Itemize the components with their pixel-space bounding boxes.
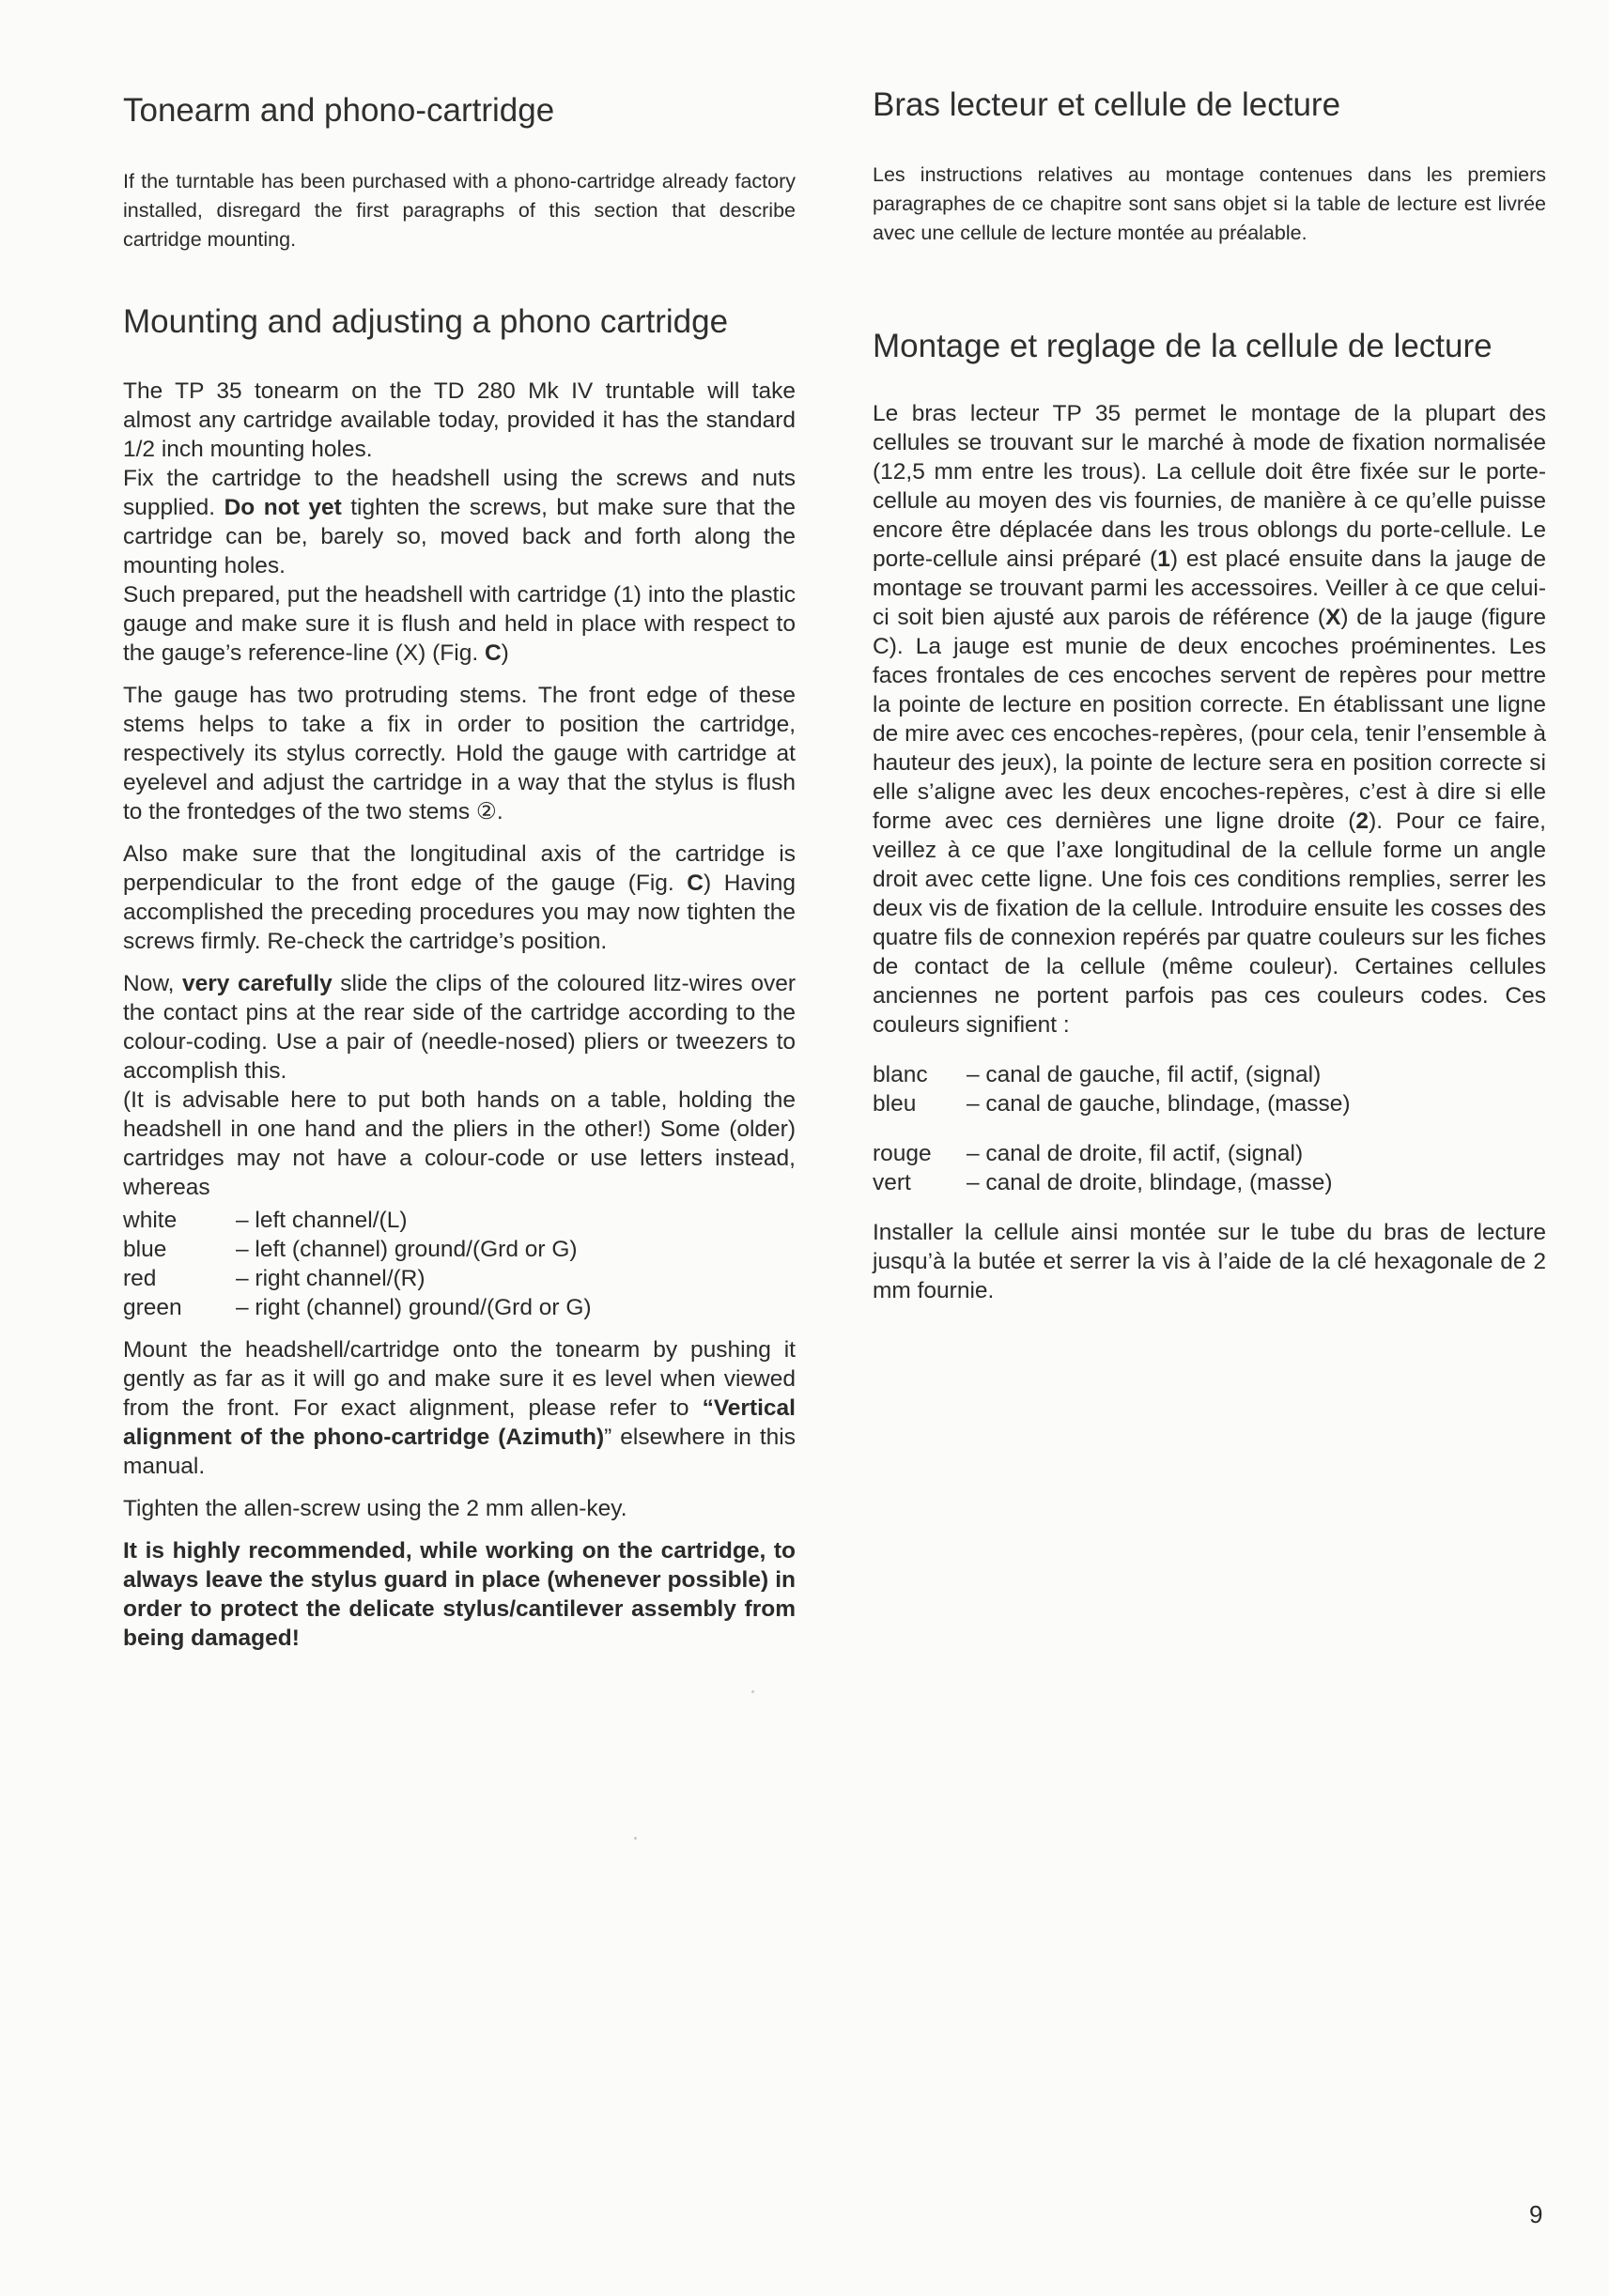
- english-paragraph: Fix the cartridge to the headshell using the screws and nuts supplied. Do not yet tighten the screws, but make sure that the cartridge can be, barely so, moved back and forth along the mounting holes.: [123, 466, 796, 578]
- english-paragraph: Now, very carefully slide the clips of the coloured litz-wires over the contact pins at the rear side of the cartridge according to the colour-coding. Use a pair of (needle-nosed) pliers or tweezers to accomplish this.: [123, 971, 796, 1084]
- english-paragraph: The TP 35 tonearm on the TD 280 Mk IV truntable will take almost any cartridge available today, provided it has the standard 1/2 inch mounting holes.: [123, 378, 796, 462]
- code-meaning: – canal de droite, fil actif, (signal): [967, 1141, 1304, 1166]
- scan-speck: [634, 1837, 637, 1840]
- code-color: red: [123, 1266, 157, 1291]
- english-paragraph: Tighten the allen-screw using the 2 mm allen-key.: [123, 1496, 627, 1521]
- code-meaning: – left channel/(L): [236, 1208, 408, 1233]
- code-color: blanc: [873, 1062, 928, 1087]
- french-color-codes-left: [873, 1060, 1546, 1118]
- french-color-codes-right: [873, 1139, 1546, 1197]
- scan-speck: [751, 1690, 754, 1693]
- code-color: green: [123, 1295, 182, 1320]
- code-color: vert: [873, 1170, 911, 1195]
- code-color: white: [123, 1208, 178, 1233]
- english-warning: It is highly recommended, while working on the cartridge, to always leave the stylus guard in place (whenever possible) in order to protect the delicate stylus/cantilever assembly from being damaged!: [123, 1538, 796, 1651]
- french-paragraph: Installer la cellule ainsi montée sur le tube du bras de lecture jusqu’à la butée et serrer la vis à l’aide de la clé hexagonale de 2 mm fournie.: [873, 1220, 1546, 1303]
- french-paragraph: Le bras lecteur TP 35 permet le montage de la plupart des cellules se trouvant sur le marché à mode de fixation normalisée (12,5 mm entre les trous). La cellule doit être fixée sur le porte-cellule au moyen des vis fournies, de manière à ce qu’elle puisse encore être déplacée dans les trous oblongs du porte-cellule. Le porte-cellule ainsi préparé (1) est placé ensuite dans la jauge de montage se trouvant parmi les accessoires. Veiller à ce que celui-ci soit bien ajusté aux parois de référence (X) de la jauge (figure C). La jauge est munie de deux encoches proéminentes. Les faces frontales de ces encoches servent de repères pour mettre la pointe de lecture en position correcte. En établissant une ligne de mire avec ces encoches-repères, (pour cela, tenir l’ensemble à hauteur des jeux), la pointe de lecture sera en position correcte si elle s’aligne avec les deux encoches-repères, c’est à dire si elle forme avec ces dernières une ligne droite (2). Pour ce faire, veillez à ce que l’axe longitudinal de la cellule forme un angle droit avec cette ligne. Une fois ces conditions remplies, serrer les deux vis de fixation de la cellule. Introduire ensuite les cosses des quatre fils de connexion repérés par quatre couleurs sur les fiches de contact de la cellule (même couleur). Certaines cellules anciennes ne portent parfois pas ces couleurs codes. Ces couleurs signifient :: [873, 401, 1546, 1038]
- code-meaning: – right channel/(R): [236, 1266, 425, 1291]
- code-color: rouge: [873, 1141, 932, 1166]
- english-paragraph: Mount the headshell/cartridge onto the tonearm by pushing it gently as far as it will go and make sure it es level when viewed from the front. For exact alignment, please refer to “Vertical alignment of the phono-cartridge (Azimuth)” elsewhere in this manual.: [123, 1337, 797, 1479]
- french-section-title: Montage et reglage de la cellule de lecture: [873, 328, 1493, 364]
- code-color: bleu: [873, 1091, 917, 1117]
- english-intro: If the turntable has been purchased with a phono-cartridge already factory installed, disregard the first paragraphs of this section that describe cartridge mounting.: [123, 170, 796, 251]
- english-paragraph: (It is advisable here to put both hands on a table, holding the headshell in one hand and the pliers in the other!) Some (older) cartridges may not have a colour-code or use letters instead, whereas: [123, 1087, 796, 1200]
- english-section-title: Mounting and adjusting a phono cartridge: [123, 303, 729, 340]
- code-meaning: – canal de gauche, blindage, (masse): [967, 1091, 1351, 1117]
- english-paragraph: Such prepared, put the headshell with cartridge (1) into the plastic gauge and make sure it is flush and held in place with respect to the gauge’s reference-line (X) (Fig. C): [123, 582, 796, 666]
- english-paragraph: The gauge has two protruding stems. The front edge of these stems helps to take a fix in order to position the cartridge, respectively its stylus correctly. Hold the gauge with cartridge at eyelevel and adjust the cartridge in a way that the stylus is flush to the frontedges of the two stems ②.: [123, 683, 796, 824]
- english-paragraph: Also make sure that the longitudinal axis of the cartridge is perpendicular to the front edge of the gauge (Fig. C) Having accomplished the preceding procedures you may now tighten the screws firmly. Re-check the cartridge’s position.: [123, 841, 796, 954]
- english-title: Tonearm and phono-cartridge: [123, 92, 555, 129]
- french-body: [873, 399, 1546, 1318]
- french-title: Bras lecteur et cellule de lecture: [873, 86, 1341, 123]
- code-color: blue: [123, 1237, 167, 1262]
- code-meaning: – right (channel) ground/(Grd or G): [236, 1295, 592, 1320]
- page-number: 9: [1529, 2200, 1543, 2228]
- english-body: [123, 377, 796, 1666]
- code-meaning: – left (channel) ground/(Grd or G): [236, 1237, 578, 1262]
- code-meaning: – canal de gauche, fil actif, (signal): [967, 1062, 1322, 1087]
- code-meaning: – canal de droite, blindage, (masse): [967, 1170, 1333, 1195]
- english-color-codes: [123, 1206, 796, 1322]
- french-intro: Les instructions relatives au montage contenues dans les premiers paragraphes de ce chapitre sont sans objet si la table de lecture est livrée avec une cellule de lecture montée au préalable.: [873, 163, 1546, 244]
